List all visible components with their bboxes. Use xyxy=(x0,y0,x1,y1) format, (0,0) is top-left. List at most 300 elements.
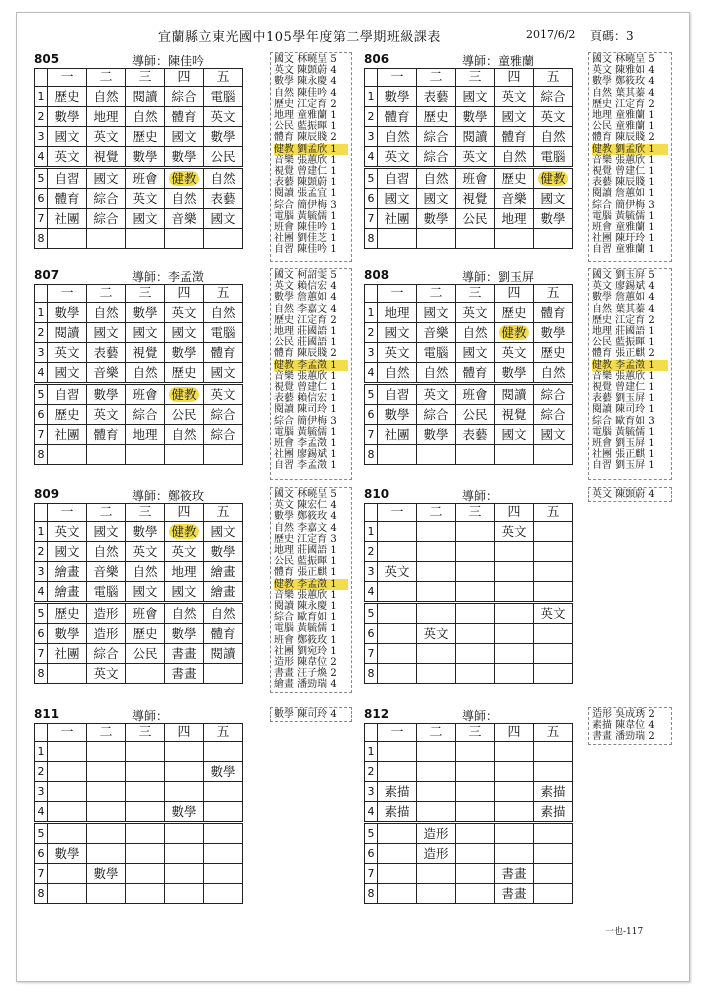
teacher-entry: 英文 陳顗蔚 4 xyxy=(592,489,655,500)
highlighted-subject: 健教 xyxy=(501,325,527,340)
period-number: 6 xyxy=(35,844,48,864)
subject-cell: 數學 xyxy=(48,624,87,644)
subject-cell: 自習 xyxy=(48,168,87,189)
period-number: 7 xyxy=(365,209,378,229)
subject-cell: 英文 xyxy=(417,384,456,405)
day-header: 三 xyxy=(456,724,495,742)
subject-cell xyxy=(378,762,417,782)
subject-cell xyxy=(417,542,456,562)
teacher-list xyxy=(270,268,352,480)
homeroom-teacher: 導師： xyxy=(132,709,169,723)
teacher-entry: 健教 李孟澂 1 xyxy=(274,360,348,371)
subject-cell xyxy=(165,844,204,864)
subject-cell xyxy=(534,664,573,684)
period-row xyxy=(365,522,573,542)
day-header: 一 xyxy=(378,724,417,742)
teacher-entry: 表藝 賴信宏 1 xyxy=(274,393,337,405)
teacher-entry: 英文 陳宏仁 4 xyxy=(274,500,337,512)
subject-cell: 歷史 xyxy=(165,363,204,384)
subject-cell: 電腦 xyxy=(417,343,456,363)
subject-cell xyxy=(204,664,243,684)
period-number: 4 xyxy=(35,147,48,168)
subject-cell xyxy=(378,522,417,542)
subject-cell: 書畫 xyxy=(495,864,534,884)
day-header: 五 xyxy=(534,504,573,522)
period-number: 7 xyxy=(365,425,378,445)
period-row xyxy=(365,127,573,147)
teacher-entry: 視覺 曾建仁 1 xyxy=(274,382,337,394)
subject-cell: 地理 xyxy=(165,562,204,582)
teacher-entry: 數學 詹蕙如 4 xyxy=(274,292,337,304)
day-header: 二 xyxy=(417,69,456,87)
homeroom-teacher: 導師：陳佳吟 xyxy=(132,54,205,68)
subject-cell: 國文 xyxy=(204,522,243,542)
subject-cell xyxy=(456,664,495,684)
subject-cell xyxy=(456,445,495,465)
subject-cell xyxy=(534,522,573,542)
subject-cell xyxy=(126,664,165,684)
subject-cell: 英文 xyxy=(165,542,204,562)
subject-cell: 歷史 xyxy=(534,343,573,363)
subject-cell: 素描 xyxy=(378,802,417,823)
class-number: 808 xyxy=(364,268,390,282)
subject-cell: 音樂 xyxy=(495,189,534,209)
subject-cell: 國文 xyxy=(378,189,417,209)
teacher-entry: 視覺 曾建仁 1 xyxy=(274,166,337,178)
class-number: 811 xyxy=(34,707,60,721)
period-row xyxy=(35,107,243,127)
subject-cell xyxy=(456,884,495,904)
day-header: 二 xyxy=(417,285,456,303)
subject-cell xyxy=(126,445,165,465)
subject-cell: 綜合 xyxy=(417,147,456,168)
subject-cell xyxy=(87,762,126,782)
period-row xyxy=(365,384,573,405)
period-number: 6 xyxy=(35,189,48,209)
teacher-entry: 地理 童雅蘭 1 xyxy=(592,110,655,122)
schedule-table xyxy=(34,68,243,249)
subject-cell: 歷史 xyxy=(48,603,87,624)
subject-cell xyxy=(495,229,534,249)
subject-cell xyxy=(456,542,495,562)
teacher-entry: 閱讀 陳司玲 1 xyxy=(274,404,337,416)
period-row xyxy=(365,624,573,644)
subject-cell xyxy=(534,884,573,904)
teacher-entry: 數學 陳永慶 4 xyxy=(274,76,337,88)
subject-cell: 英文 xyxy=(204,107,243,127)
period-row xyxy=(365,343,573,363)
teacher-entry: 國文 林曉呈 5 xyxy=(274,489,337,500)
subject-cell xyxy=(165,864,204,884)
subject-cell xyxy=(534,762,573,782)
subject-cell: 英文 xyxy=(165,303,204,323)
period-number: 8 xyxy=(35,229,48,249)
subject-cell: 公民 xyxy=(456,209,495,229)
period-row xyxy=(365,664,573,684)
subject-cell xyxy=(534,229,573,249)
teacher-entry: 班會 鄭筱玫 1 xyxy=(274,634,337,646)
period-number: 8 xyxy=(365,229,378,249)
subject-cell: 體育 xyxy=(204,624,243,644)
subject-cell: 體育 xyxy=(378,107,417,127)
subject-cell: 視覺 xyxy=(495,405,534,425)
period-row xyxy=(35,343,243,363)
subject-cell: 國文 xyxy=(456,87,495,107)
period-row xyxy=(35,802,243,823)
period-row xyxy=(35,562,243,582)
period-number: 6 xyxy=(365,189,378,209)
homeroom-teacher: 導師： xyxy=(462,709,499,723)
subject-cell: 國文 xyxy=(87,168,126,189)
subject-cell xyxy=(534,823,573,844)
subject-cell: 音樂 xyxy=(87,363,126,384)
subject-cell: 英文 xyxy=(378,147,417,168)
teacher-entry: 英文 賴信宏 4 xyxy=(274,281,337,293)
subject-cell: 社團 xyxy=(48,425,87,445)
period-row xyxy=(35,522,243,542)
subject-cell xyxy=(378,582,417,603)
subject-cell xyxy=(126,802,165,823)
period-row xyxy=(365,802,573,823)
period-number: 2 xyxy=(365,762,378,782)
teacher-list xyxy=(270,707,352,722)
subject-cell: 自習 xyxy=(48,384,87,405)
day-header: 一 xyxy=(378,285,417,303)
subject-cell: 國文 xyxy=(378,323,417,343)
homeroom-teacher: 導師：鄭筱玫 xyxy=(132,489,205,503)
class-number: 805 xyxy=(34,52,60,66)
homeroom-teacher: 導師：童雅蘭 xyxy=(462,54,535,68)
subject-cell: 電腦 xyxy=(204,323,243,343)
subject-cell: 繪畫 xyxy=(204,582,243,603)
subject-cell: 英文 xyxy=(126,189,165,209)
subject-cell: 體育 xyxy=(495,127,534,147)
subject-cell xyxy=(456,802,495,823)
teacher-entry: 視覺 曾建仁 1 xyxy=(592,166,655,178)
subject-cell: 社團 xyxy=(378,425,417,445)
subject-cell: 體育 xyxy=(204,343,243,363)
period-row xyxy=(35,323,243,343)
subject-cell: 國文 xyxy=(495,425,534,445)
period-number: 3 xyxy=(365,343,378,363)
teacher-entry: 班會 李孟澂 1 xyxy=(274,438,337,450)
period-number: 6 xyxy=(365,405,378,425)
subject-cell: 英文 xyxy=(378,562,417,582)
subject-cell: 綜合 xyxy=(417,405,456,425)
subject-cell xyxy=(87,782,126,802)
schedule-table xyxy=(34,723,243,904)
subject-cell: 班會 xyxy=(126,384,165,405)
period-row xyxy=(35,582,243,603)
period-number: 1 xyxy=(365,303,378,323)
teacher-entry: 體育 張正麒 2 xyxy=(592,348,655,360)
period-number: 4 xyxy=(365,147,378,168)
subject-cell: 自然 xyxy=(204,303,243,323)
teacher-entry: 體育 陳辰賤 2 xyxy=(274,348,337,360)
period-number: 7 xyxy=(35,425,48,445)
teacher-entry: 英文 陳顗蔚 4 xyxy=(274,65,337,77)
subject-cell xyxy=(126,864,165,884)
subject-cell: 自然 xyxy=(87,542,126,562)
day-header: 五 xyxy=(534,285,573,303)
subject-cell: 數學 xyxy=(456,107,495,127)
period-number: 3 xyxy=(365,562,378,582)
subject-cell: 國文 xyxy=(165,582,204,603)
subject-cell: 造形 xyxy=(87,603,126,624)
subject-cell xyxy=(204,823,243,844)
period-number: 1 xyxy=(365,87,378,107)
subject-cell: 英文 xyxy=(534,107,573,127)
period-number: 5 xyxy=(365,603,378,624)
day-header: 五 xyxy=(204,504,243,522)
subject-cell xyxy=(534,644,573,664)
teacher-entry: 公民 藍振暉 1 xyxy=(592,337,655,349)
subject-cell: 數學 xyxy=(534,209,573,229)
subject-cell: 電腦 xyxy=(87,582,126,603)
subject-cell: 英文 xyxy=(87,664,126,684)
subject-cell: 歷史 xyxy=(48,87,87,107)
period-number: 1 xyxy=(35,742,48,762)
period-row xyxy=(35,425,243,445)
teacher-entry: 數學 陳司玲 4 xyxy=(274,709,337,720)
page-title: 宜蘭縣立東光國中105學年度第二學期班級課表 xyxy=(158,30,441,45)
subject-cell: 英文 xyxy=(87,405,126,425)
subject-cell: 閱讀 xyxy=(204,644,243,664)
day-header: 二 xyxy=(87,69,126,87)
subject-cell: 繪畫 xyxy=(204,562,243,582)
subject-cell: 數學 xyxy=(165,147,204,168)
teacher-entry: 自習 童雅蘭 1 xyxy=(592,244,655,256)
teacher-entry: 歷史 江定育 2 xyxy=(592,314,655,326)
day-header: 四 xyxy=(165,69,204,87)
subject-cell xyxy=(165,384,204,405)
subject-cell: 繪畫 xyxy=(48,582,87,603)
subject-cell xyxy=(417,522,456,542)
subject-cell: 自然 xyxy=(204,603,243,624)
highlighted-subject: 健教 xyxy=(540,171,566,186)
subject-cell: 歷史 xyxy=(495,168,534,189)
subject-cell: 自然 xyxy=(126,363,165,384)
teacher-entry: 國文 林曉呈 5 xyxy=(274,54,337,65)
day-header: 五 xyxy=(534,69,573,87)
subject-cell xyxy=(456,229,495,249)
day-header: 五 xyxy=(204,724,243,742)
subject-cell: 班會 xyxy=(126,168,165,189)
subject-cell: 閱讀 xyxy=(456,127,495,147)
period-number: 4 xyxy=(365,802,378,823)
teacher-entry: 自然 葉其蓁 4 xyxy=(592,87,655,99)
subject-cell xyxy=(417,644,456,664)
subject-cell: 自然 xyxy=(417,168,456,189)
subject-cell: 英文 xyxy=(534,603,573,624)
subject-cell xyxy=(87,844,126,864)
subject-cell xyxy=(378,445,417,465)
subject-cell xyxy=(48,823,87,844)
period-number: 2 xyxy=(365,323,378,343)
subject-cell xyxy=(417,742,456,762)
subject-cell xyxy=(456,522,495,542)
subject-cell: 綜合 xyxy=(534,87,573,107)
period-row xyxy=(35,127,243,147)
subject-cell: 數學 xyxy=(417,209,456,229)
teacher-entry: 視覺 曾建仁 1 xyxy=(592,382,655,394)
subject-cell xyxy=(378,864,417,884)
subject-cell: 國文 xyxy=(204,209,243,229)
class-block xyxy=(364,52,594,264)
teacher-list xyxy=(588,52,672,262)
subject-cell: 數學 xyxy=(204,542,243,562)
subject-cell xyxy=(417,884,456,904)
subject-cell: 數學 xyxy=(48,844,87,864)
period-number: 3 xyxy=(35,782,48,802)
subject-cell xyxy=(48,762,87,782)
period-row xyxy=(365,823,573,844)
subject-cell: 數學 xyxy=(87,384,126,405)
period-row xyxy=(35,844,243,864)
subject-cell: 體育 xyxy=(534,303,573,323)
period-row xyxy=(365,168,573,189)
subject-cell: 自然 xyxy=(456,323,495,343)
subject-cell: 歷史 xyxy=(495,303,534,323)
teacher-list xyxy=(270,487,352,693)
subject-cell xyxy=(48,864,87,884)
subject-cell: 綜合 xyxy=(87,189,126,209)
subject-cell: 自習 xyxy=(378,384,417,405)
class-block xyxy=(34,707,264,919)
subject-cell xyxy=(165,168,204,189)
subject-cell: 書畫 xyxy=(165,664,204,684)
day-header: 三 xyxy=(456,504,495,522)
day-header: 四 xyxy=(495,69,534,87)
subject-cell xyxy=(165,522,204,542)
teacher-entry: 健教 劉孟欣 1 xyxy=(592,144,668,155)
subject-cell: 歷史 xyxy=(126,127,165,147)
period-row xyxy=(35,742,243,762)
homeroom-teacher: 導師：劉玉屏 xyxy=(462,270,535,284)
subject-cell: 體育 xyxy=(48,189,87,209)
period-row xyxy=(365,107,573,127)
subject-cell: 數學 xyxy=(534,323,573,343)
period-number: 2 xyxy=(35,542,48,562)
period-number: 1 xyxy=(365,522,378,542)
period-number: 5 xyxy=(35,384,48,405)
subject-cell: 公民 xyxy=(204,147,243,168)
corner-cell xyxy=(365,724,378,742)
day-header: 一 xyxy=(378,504,417,522)
subject-cell: 體育 xyxy=(87,425,126,445)
period-row xyxy=(35,303,243,323)
day-header: 五 xyxy=(204,285,243,303)
teacher-entry: 公民 莊國語 1 xyxy=(274,337,337,349)
teacher-entry: 自然 李嘉文 4 xyxy=(274,303,337,315)
teacher-entry: 地理 莊國語 1 xyxy=(592,326,655,338)
teacher-entry: 自習 李孟澂 1 xyxy=(274,460,337,472)
subject-cell xyxy=(165,445,204,465)
period-row xyxy=(35,762,243,782)
period-row xyxy=(35,664,243,684)
subject-cell: 國文 xyxy=(165,127,204,147)
subject-cell: 素描 xyxy=(534,782,573,802)
subject-cell: 自然 xyxy=(204,168,243,189)
subject-cell xyxy=(534,562,573,582)
schedule-table xyxy=(364,723,573,904)
period-number: 6 xyxy=(365,844,378,864)
subject-cell xyxy=(48,802,87,823)
subject-cell: 數學 xyxy=(165,802,204,823)
subject-cell: 數學 xyxy=(48,303,87,323)
subject-cell xyxy=(204,742,243,762)
subject-cell: 綜合 xyxy=(126,405,165,425)
teacher-entry: 自習 陳佳吟 1 xyxy=(274,244,337,256)
subject-cell: 數學 xyxy=(126,147,165,168)
teacher-entry: 英文 廖錫斌 4 xyxy=(592,281,655,293)
subject-cell: 地理 xyxy=(378,303,417,323)
subject-cell: 英文 xyxy=(48,343,87,363)
teacher-entry: 電腦 黃毓儒 1 xyxy=(274,210,337,222)
subject-cell: 體育 xyxy=(165,107,204,127)
subject-cell: 社團 xyxy=(378,209,417,229)
class-block xyxy=(364,487,594,699)
day-header: 四 xyxy=(495,504,534,522)
subject-cell: 自然 xyxy=(87,87,126,107)
teacher-entry: 自然 陳佳吟 4 xyxy=(274,87,337,99)
teacher-entry: 音樂 張蕙欣 1 xyxy=(592,154,655,166)
period-row xyxy=(35,168,243,189)
subject-cell: 數學 xyxy=(495,363,534,384)
subject-cell: 自然 xyxy=(165,425,204,445)
teacher-entry: 音樂 張蕙欣 1 xyxy=(274,589,337,601)
period-number: 2 xyxy=(365,107,378,127)
period-number: 3 xyxy=(365,127,378,147)
class-block xyxy=(34,268,264,480)
subject-cell: 數學 xyxy=(126,303,165,323)
subject-cell: 國文 xyxy=(534,189,573,209)
subject-cell: 國文 xyxy=(126,209,165,229)
period-row xyxy=(35,209,243,229)
subject-cell xyxy=(456,864,495,884)
subject-cell xyxy=(378,624,417,644)
subject-cell xyxy=(204,445,243,465)
subject-cell xyxy=(165,742,204,762)
day-header: 三 xyxy=(126,504,165,522)
subject-cell xyxy=(417,445,456,465)
subject-cell xyxy=(417,582,456,603)
subject-cell xyxy=(378,542,417,562)
subject-cell: 音樂 xyxy=(165,209,204,229)
subject-cell: 地理 xyxy=(87,107,126,127)
subject-cell: 表藝 xyxy=(417,87,456,107)
period-number: 7 xyxy=(365,864,378,884)
subject-cell: 國文 xyxy=(534,425,573,445)
subject-cell: 英文 xyxy=(456,303,495,323)
period-number: 8 xyxy=(35,884,48,904)
subject-cell xyxy=(48,742,87,762)
teacher-entry: 歷史 江定育 2 xyxy=(274,314,337,326)
subject-cell: 自然 xyxy=(126,562,165,582)
homeroom-teacher: 導師：李孟澂 xyxy=(132,270,205,284)
subject-cell: 國文 xyxy=(48,127,87,147)
subject-cell: 閱讀 xyxy=(126,87,165,107)
subject-cell: 國文 xyxy=(87,522,126,542)
teacher-entry: 電腦 黃毓儒 1 xyxy=(592,426,655,438)
period-row xyxy=(365,864,573,884)
teacher-entry: 閱讀 詹蕙如 1 xyxy=(592,188,655,200)
period-number: 8 xyxy=(365,884,378,904)
teacher-entry: 社團 劉佳芝 1 xyxy=(274,233,337,245)
subject-cell: 自然 xyxy=(417,363,456,384)
subject-cell xyxy=(87,802,126,823)
subject-cell: 社團 xyxy=(48,209,87,229)
